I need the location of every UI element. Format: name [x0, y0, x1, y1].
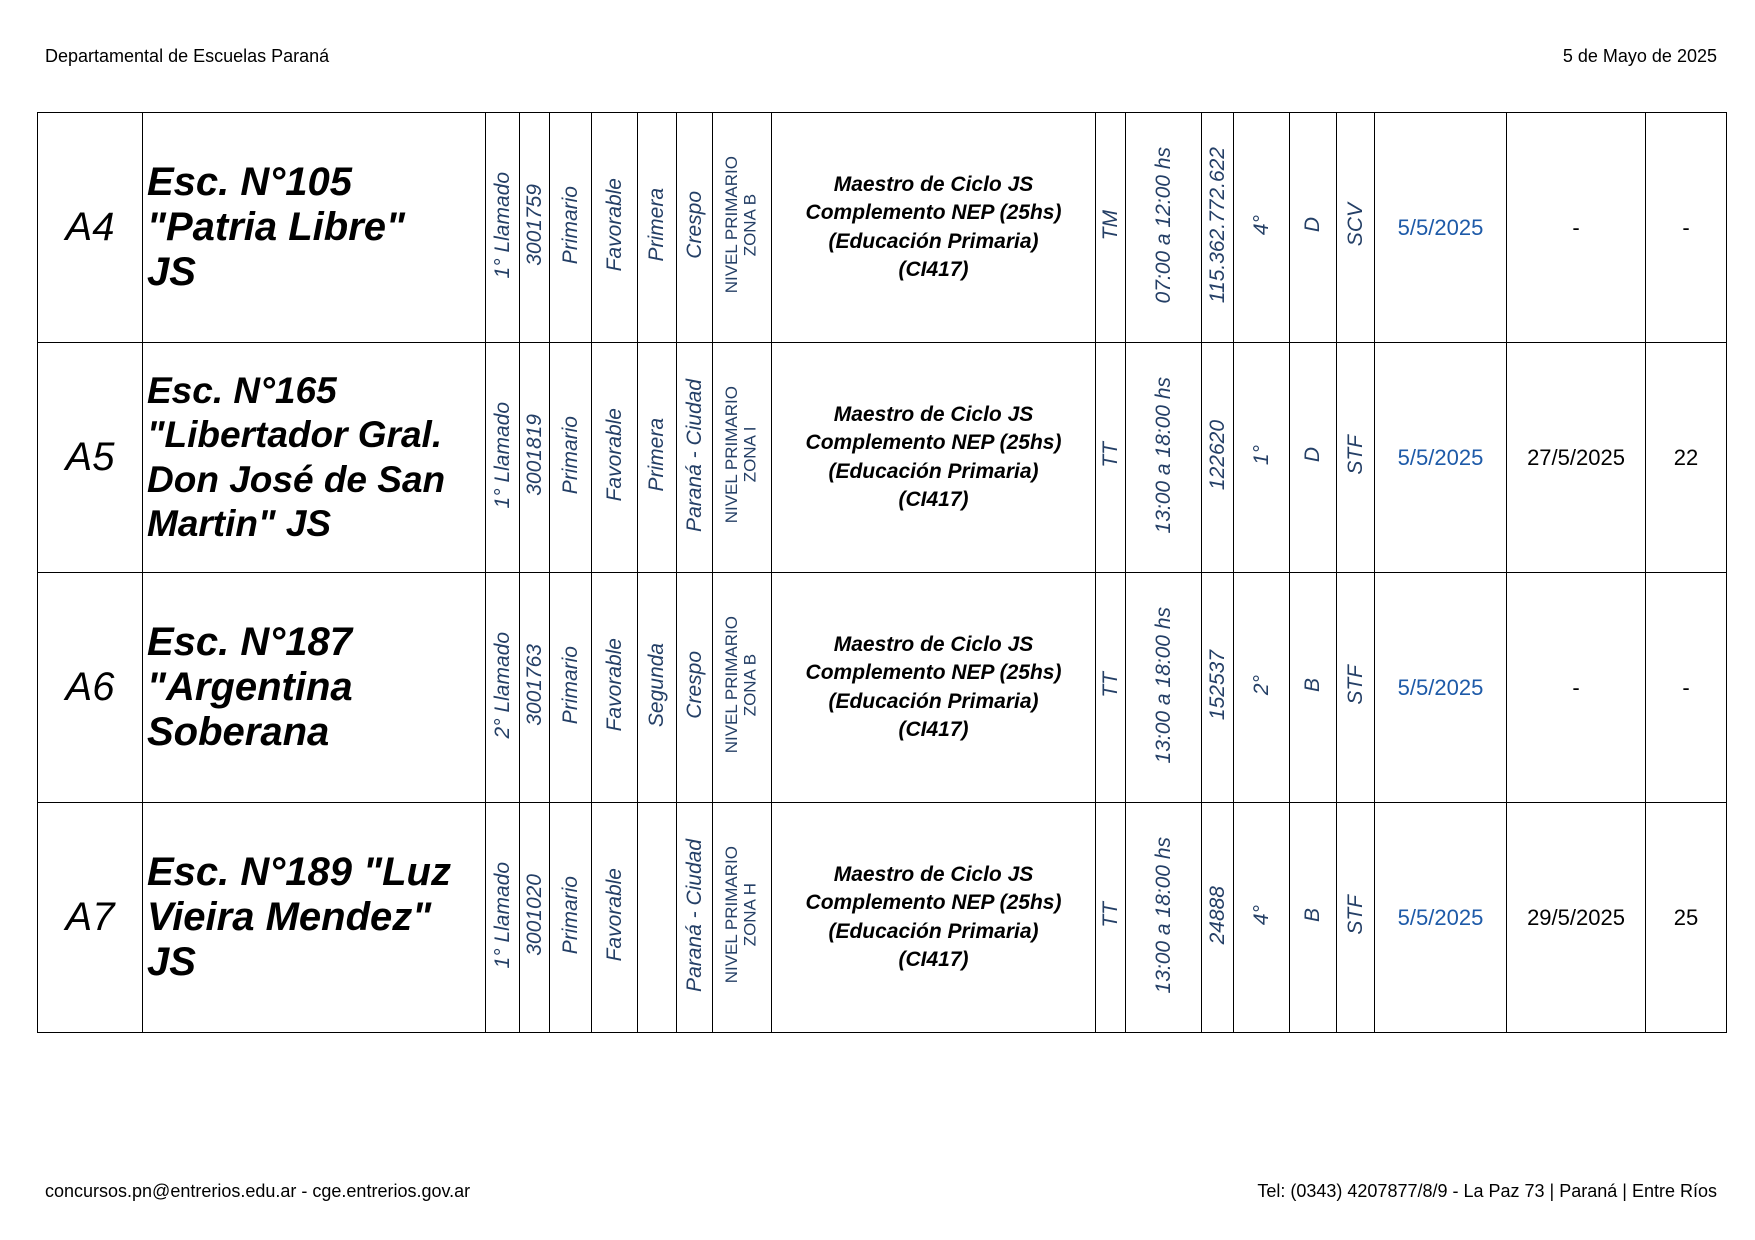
zone: NIVEL PRIMARIO ZONA B	[722, 616, 760, 754]
schedule: 13:00 a 18:00 hs	[1151, 836, 1175, 994]
schedule: 07:00 a 12:00 hs	[1151, 146, 1175, 304]
row-code: A5	[38, 343, 143, 573]
role: Maestro de Ciclo JS Complemento NEP (25hs) (Educación Primaria) (CI417)	[772, 573, 1096, 803]
table-row	[38, 803, 1727, 1033]
grade: 2°	[1249, 674, 1273, 696]
grade: 1°	[1249, 444, 1273, 466]
role: Maestro de Ciclo JS Complemento NEP (25hs) (Educación Primaria) (CI417)	[772, 113, 1096, 343]
number: 24888	[1205, 885, 1229, 945]
shift: TT	[1098, 442, 1122, 468]
division: D	[1301, 447, 1325, 463]
category: Primera	[645, 418, 669, 492]
llamado: 1° Llamado	[490, 861, 514, 969]
cue: 3001020	[522, 874, 546, 956]
shift: TM	[1098, 209, 1122, 241]
table-row	[38, 343, 1727, 573]
row-code: A4	[38, 113, 143, 343]
llamado: 2° Llamado	[490, 631, 514, 739]
schedule: 13:00 a 18:00 hs	[1151, 376, 1175, 534]
category: Primera	[645, 188, 669, 262]
school-name: Esc. N°189 "Luz Vieira Mendez" JS	[143, 803, 486, 1033]
footer-address: Tel: (0343) 4207877/8/9 - La Paz 73 | Paraná | Entre Ríos	[1257, 1181, 1717, 1201]
location: Paraná - Ciudad	[682, 378, 706, 532]
level: Primario	[558, 415, 582, 495]
footer-contact: concursos.pn@entrerios.edu.ar - cge.entrerios.gov.ar	[45, 1181, 471, 1201]
number: 122620	[1205, 419, 1229, 491]
zone: NIVEL PRIMARIO ZONA H	[722, 846, 760, 984]
end-date: 27/5/2025	[1507, 343, 1646, 573]
zone: NIVEL PRIMARIO ZONA B	[722, 156, 760, 294]
zone: NIVEL PRIMARIO ZONA I	[722, 386, 760, 524]
condition: Favorable	[602, 868, 626, 962]
condition: Favorable	[602, 408, 626, 502]
status: SCV	[1343, 203, 1367, 247]
school-name: Esc. N°105 "Patria Libre" JS	[143, 113, 486, 343]
level: Primario	[558, 875, 582, 955]
schedule: 13:00 a 18:00 hs	[1151, 606, 1175, 764]
days: -	[1646, 113, 1727, 343]
days: 25	[1646, 803, 1727, 1033]
end-date: -	[1507, 573, 1646, 803]
cue: 3001759	[522, 184, 546, 266]
status: STF	[1343, 895, 1367, 935]
division: D	[1301, 217, 1325, 233]
condition: Favorable	[602, 178, 626, 272]
number: 152537	[1205, 649, 1229, 721]
end-date: -	[1507, 113, 1646, 343]
header-date: 5 de Mayo de 2025	[1562, 46, 1717, 66]
grade: 4°	[1249, 214, 1273, 236]
school-name: Esc. N°187 "Argentina Soberana	[143, 573, 486, 803]
number: 115.362.772.622	[1205, 146, 1229, 304]
row-code: A7	[38, 803, 143, 1033]
school-name: Esc. N°165 "Libertador Gral. Don José de San Martin" JS	[143, 343, 486, 573]
condition: Favorable	[602, 638, 626, 732]
division: B	[1301, 907, 1325, 922]
llamado: 1° Llamado	[490, 401, 514, 509]
shift: TT	[1098, 672, 1122, 698]
days: 22	[1646, 343, 1727, 573]
date: 5/5/2025	[1375, 573, 1507, 803]
row-code: A6	[38, 573, 143, 803]
role: Maestro de Ciclo JS Complemento NEP (25hs) (Educación Primaria) (CI417)	[772, 343, 1096, 573]
table-row	[38, 573, 1727, 803]
grade: 4°	[1249, 904, 1273, 926]
date: 5/5/2025	[1375, 343, 1507, 573]
date: 5/5/2025	[1375, 113, 1507, 343]
location: Crespo	[682, 191, 706, 259]
end-date: 29/5/2025	[1507, 803, 1646, 1033]
level: Primario	[558, 645, 582, 725]
header-left: Departamental de Escuelas Paraná	[45, 46, 330, 66]
division: B	[1301, 677, 1325, 692]
level: Primario	[558, 185, 582, 265]
status: STF	[1343, 665, 1367, 705]
days: -	[1646, 573, 1727, 803]
category: Segunda	[645, 642, 669, 728]
llamado: 1° Llamado	[490, 171, 514, 279]
role: Maestro de Ciclo JS Complemento NEP (25hs) (Educación Primaria) (CI417)	[772, 803, 1096, 1033]
cue: 3001819	[522, 414, 546, 496]
location: Crespo	[682, 651, 706, 719]
status: STF	[1343, 435, 1367, 475]
shift: TT	[1098, 902, 1122, 928]
table-row	[38, 113, 1727, 343]
location: Paraná - Ciudad	[682, 838, 706, 992]
vacancy-table	[37, 112, 1727, 1033]
date: 5/5/2025	[1375, 803, 1507, 1033]
cue: 3001763	[522, 644, 546, 726]
